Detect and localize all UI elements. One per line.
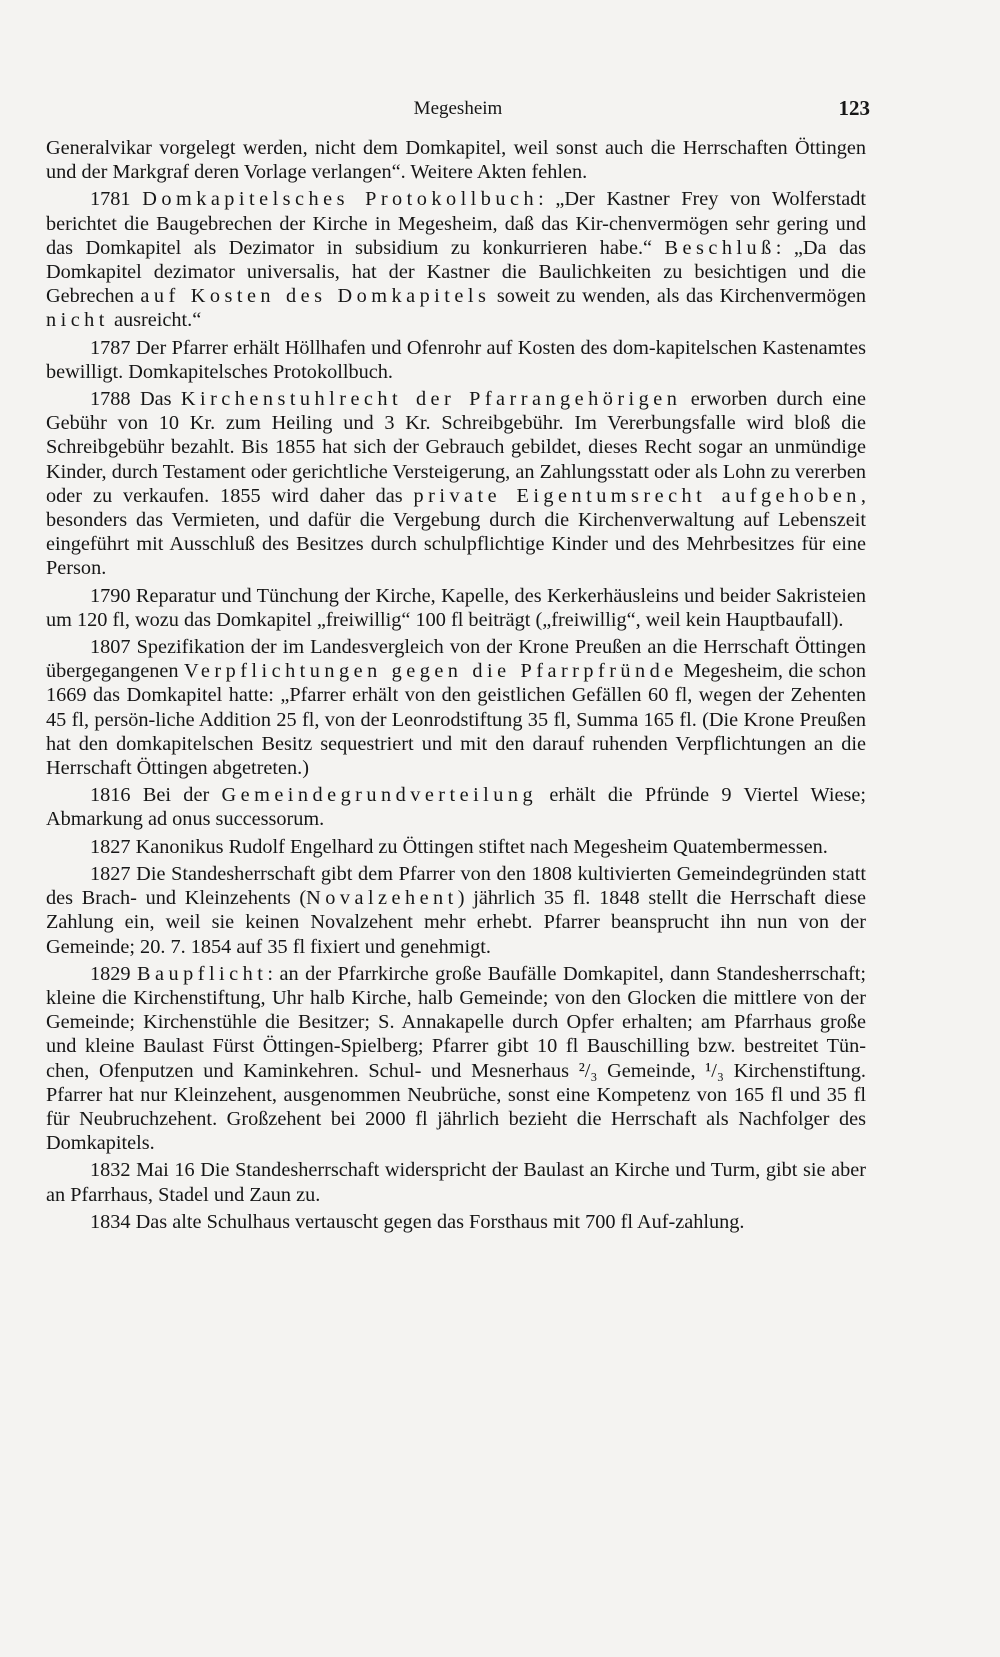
text-run: 1827 Kanonikus Rudolf Engelhard zu Öttingen stiftet nach Megesheim Quatembermessen.	[90, 835, 828, 858]
running-head: Megesheim	[413, 98, 503, 119]
paragraph	[46, 336, 866, 384]
spaced-emphasis: Domkapitelsches Protokollbuch	[142, 188, 539, 211]
paragraph	[46, 835, 866, 859]
text-run: 1790 Reparatur und Tünchung der Kirche, Kapelle, des Kerkerhäusleins und beider Sakristeien um 120 fl, wozu das Domkapitel „freiwillig“ 100 fl beiträgt („freiwillig“, weil kein Hauptbaufall).	[46, 584, 866, 631]
text-run: 1781	[90, 188, 143, 211]
text-run: erworben durch eine Gebühr von 10 Kr. zum Heiling und 3 Kr. Schreibgebühr. Im Vererbungsfalle wird bloß die Schreibgebühr bezahlt. Bis 1855 hat sich der Gebrauch gebildet, dieses Recht sogar an unmündige Kinder, durch Testament oder gerichtliche Versteigerung, an Zahlungsstatt oder als Lohn zu vererben oder zu verkaufen. 1855 wird daher das	[46, 388, 867, 507]
spaced-emphasis: Novalzehent	[306, 887, 458, 910]
spaced-emphasis: Beschluß	[664, 236, 776, 259]
text-run: 1829	[90, 962, 138, 985]
spaced-emphasis: nicht	[46, 309, 109, 332]
spaced-emphasis: Gemeindegrundverteilung	[221, 784, 538, 807]
text-run: ) jährlich 35 fl. 1848 stellt die Herrschaft diese Zahlung ein, weil sie keinen Novalzehent mehr erhebt. Pfarrer beansprucht ihn nun von der Gemeinde; 20. 7. 1854 auf 35 fl fixiert und genehmigt.	[46, 887, 867, 958]
page-number: 123	[838, 96, 870, 120]
text-run: 1816 Bei der	[90, 784, 222, 807]
paragraph	[46, 136, 866, 184]
paragraph	[46, 962, 866, 1156]
spaced-emphasis: Baupflicht	[137, 962, 268, 985]
spaced-emphasis: Kirchenstuhlrecht der Pfarrangehörigen	[180, 388, 682, 411]
text-run: : „Der Kastner Frey von Wolferstadt berichtet die Baugebrechen der Kirche in Megesheim, daß das Kir-chenvermögen sehr gering und das Domkapitel als Dezimator in subsidium zu konkurrieren habe.“	[46, 188, 866, 259]
text-run: erhält die Pfründe 9 Viertel Wiese; Abmarkung ad onus successorum.	[46, 784, 866, 831]
paragraph	[46, 1210, 866, 1234]
text-run: ausreicht.“	[108, 309, 202, 332]
text-run: 1788 Das	[90, 388, 181, 411]
text-run: : an der Pfarrkirche große Baufälle Domkapitel, dann Standesherrschaft; kleine die Kirchenstiftung, Uhr halb Kirche, halb Gemeinde; von den Glocken die mittlere von der Gemeinde; Kirchenstühle die Besitzer; S. Annakapelle durch Opfer erhalten; am Pfarrhaus große und kleine Baulast Fürst Öttingen-Spielberg; Pfarrer gibt 10 fl Bauschilling bzw. bestreitet Tün-chen, Ofenputzen und Kaminkehren. Schul- und Mesnerhaus ²/₃ Gemeinde, ¹/₃ Kirchenstiftung. Pfarrer hat nur Kleinzehent, ausgenommen Neubrüche, sonst eine Kompetenz von 165 fl und 35 fl für Neubruchzehent. Großzehent bei 2000 fl jährlich bezieht die Herrschaft als Nachfolger des Domkapitels.	[46, 962, 866, 1155]
text-run: : „Da das Domkapitel dezimator universalis, hat der Kastner die Baulichkeiten zu besichtigen und die Gebrechen	[46, 236, 867, 308]
text-run: Megesheim, die schon 1669 das Domkapitel hatte: „Pfarrer erhält von den geistlichen Gefällen 60 fl, wegen der Zehenten 45 fl, persön-liche Addition 25 fl, von der Leonrodstiftung 35 fl, Summa 165 fl. (Die Krone Preußen hat den domkapitelschen Besitz sequestriert und mit den darauf ruhenden Verpflichtungen an die Herrschaft Öttingen abgetreten.)	[46, 660, 867, 780]
text-run: soweit zu wenden, als das Kirchenvermögen	[490, 285, 867, 308]
paragraph	[46, 862, 866, 959]
paragraph	[46, 783, 866, 831]
spaced-emphasis: auf Kosten des Domkapitels	[140, 285, 491, 308]
body-text	[46, 136, 866, 1237]
paragraph	[46, 584, 866, 632]
page-header	[46, 96, 870, 124]
paragraph	[46, 635, 866, 780]
text-run: 1827 Die Standesherrschaft gibt dem Pfarrer von den 1808 kultivierten Gemeindegründen statt des Brach- und Kleinzehents (	[46, 862, 866, 910]
paragraph	[46, 1158, 866, 1206]
spaced-emphasis: Verpflichtungen gegen die Pfarrpfründe	[184, 660, 678, 683]
text-run: 1834 Das alte Schulhaus vertauscht gegen das Forsthaus mit 700 fl Auf-zahlung.	[90, 1210, 745, 1233]
spaced-emphasis: private Eigentumsrecht aufgehoben	[413, 484, 861, 507]
text-run: 1807 Spezifikation der im Landesvergleich von der Krone Preußen an die Herrschaft Öttingen übergegangenen	[46, 636, 866, 683]
text-run: , besonders das Vermieten, und dafür die Vergebung durch die Kirchenverwaltung auf Lebenszeit eingeführt mit Ausschluß des Besitzes durch schulpflichtige Kinder und des Mehrbesitzes für eine Person.	[46, 484, 866, 580]
text-run: 1832 Mai 16 Die Standesherrschaft widerspricht der Baulast an Kirche und Turm, gibt sie aber an Pfarrhaus, Stadel und Zaun zu.	[46, 1159, 866, 1206]
paragraph	[46, 387, 866, 581]
paragraph	[46, 187, 866, 332]
text-run: 1787 Der Pfarrer erhält Höllhafen und Ofenrohr auf Kosten des dom-kapitelschen Kastenamtes bewilligt. Domkapitelsches Protokollbuch.	[46, 336, 866, 383]
text-run: Generalvikar vorgelegt werden, nicht dem Domkapitel, weil sonst auch die Herrschaften Öttingen und der Markgraf deren Vorlage verlangen“. Weitere Akten fehlen.	[46, 137, 866, 184]
